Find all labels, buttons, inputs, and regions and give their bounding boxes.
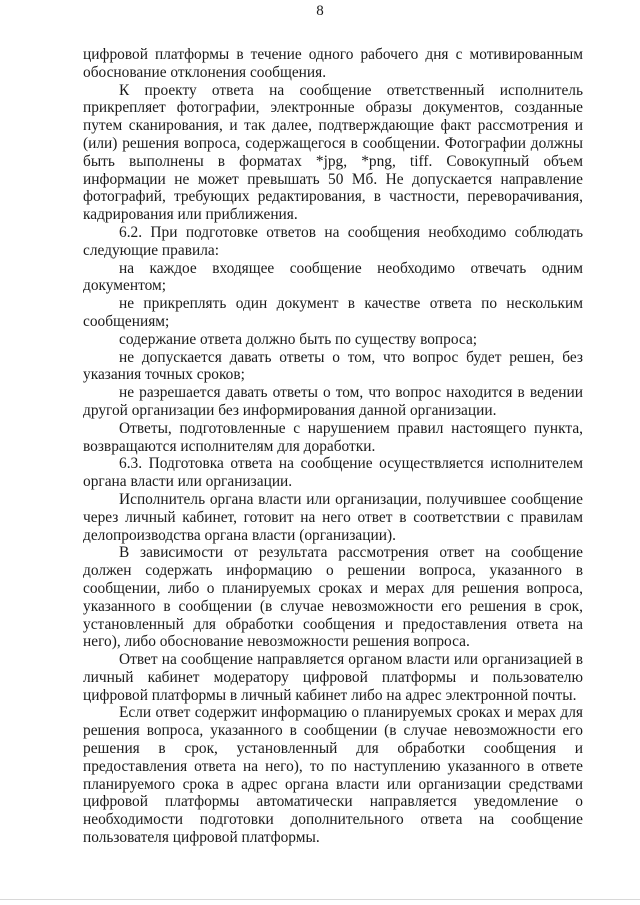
paragraph: цифровой платформы в течение одного рабочего дня с мотивированным обоснование отклонения сообщения. [83,46,583,81]
paragraph: на каждое входящее сообщение необходимо отвечать одним документом; [83,259,583,295]
paragraph: Исполнитель органа власти или организации, получившее сообщение через личный кабинет, готовит на него ответ в соответствии с правилам делопроизводства органа власти (организации). [83,490,583,544]
paragraph: Если ответ содержит информацию о планируемых сроках и мерах для решения вопроса, указанного в сообщении (в случае невозможности его решения в срок, установленный для обработки сообщения и предоставления ответа на него), то по наступлению указанного в ответе планируемого срока в адрес органа власти или организации средствами цифровой платформы автоматически направляется уведомление о необходимости подготовки дополнительного ответа на сообщение пользователя цифровой платформы. [83,704,583,847]
paragraph: Ответы, подготовленные с нарушением правил настоящего пункта, возвращаются исполнителям для доработки. [83,419,583,455]
paragraph: К проекту ответа на сообщение ответственный исполнитель прикрепляет фотографии, электронные образы документов, созданные путем сканирования, и так далее, подтверждающие факт рассмотрения и (или) решения вопроса, содержащегося в сообщении. Фотографии должны быть выполнены в форматах *jpg, *png, tiff. Совокупный объем информации не может превышать 50 Мб. Не допускается направление фотографий, требующих редактирования, в частности, переворачивания, кадрирования или приближения. [83,81,583,224]
paragraph: не разрешается давать ответы о том, что вопрос находится в ведении другой организации без информирования данной организации. [83,384,583,419]
scan-edge-divider [0,899,640,900]
paragraph: не допускается давать ответы о том, что вопрос будет решен, без указания точных сроков; [83,348,583,384]
paragraph: В зависимости от результата рассмотрения ответ на сообщение должен содержать информацию о решении вопроса, указанного в сообщении, либо о планируемых сроках и мерах для решения вопроса, указанного в сообщении (в случае невозможности его решения в срок, установленный для обработки сообщения и предоставления ответа на него), либо обоснование невозможности решения вопроса. [83,544,583,651]
paragraph: не прикреплять один документ в качестве ответа по нескольким сообщениям; [83,295,583,330]
paragraph: Ответ на сообщение направляется органом власти или организацией в личный кабинет модератору цифровой платформы и пользователю цифровой платформы в личный кабинет либо на адрес электронной почты. [83,651,583,704]
page-number: 8 [316,3,324,19]
paragraph: 6.2. При подготовке ответов на сообщения необходимо соблюдать следующие правила: [83,223,583,259]
paragraph: 6.3. Подготовка ответа на сообщение осуществляется исполнителем органа власти или организации. [83,455,583,491]
paragraph: содержание ответа должно быть по существу вопроса; [119,330,478,348]
document-body [83,46,583,847]
